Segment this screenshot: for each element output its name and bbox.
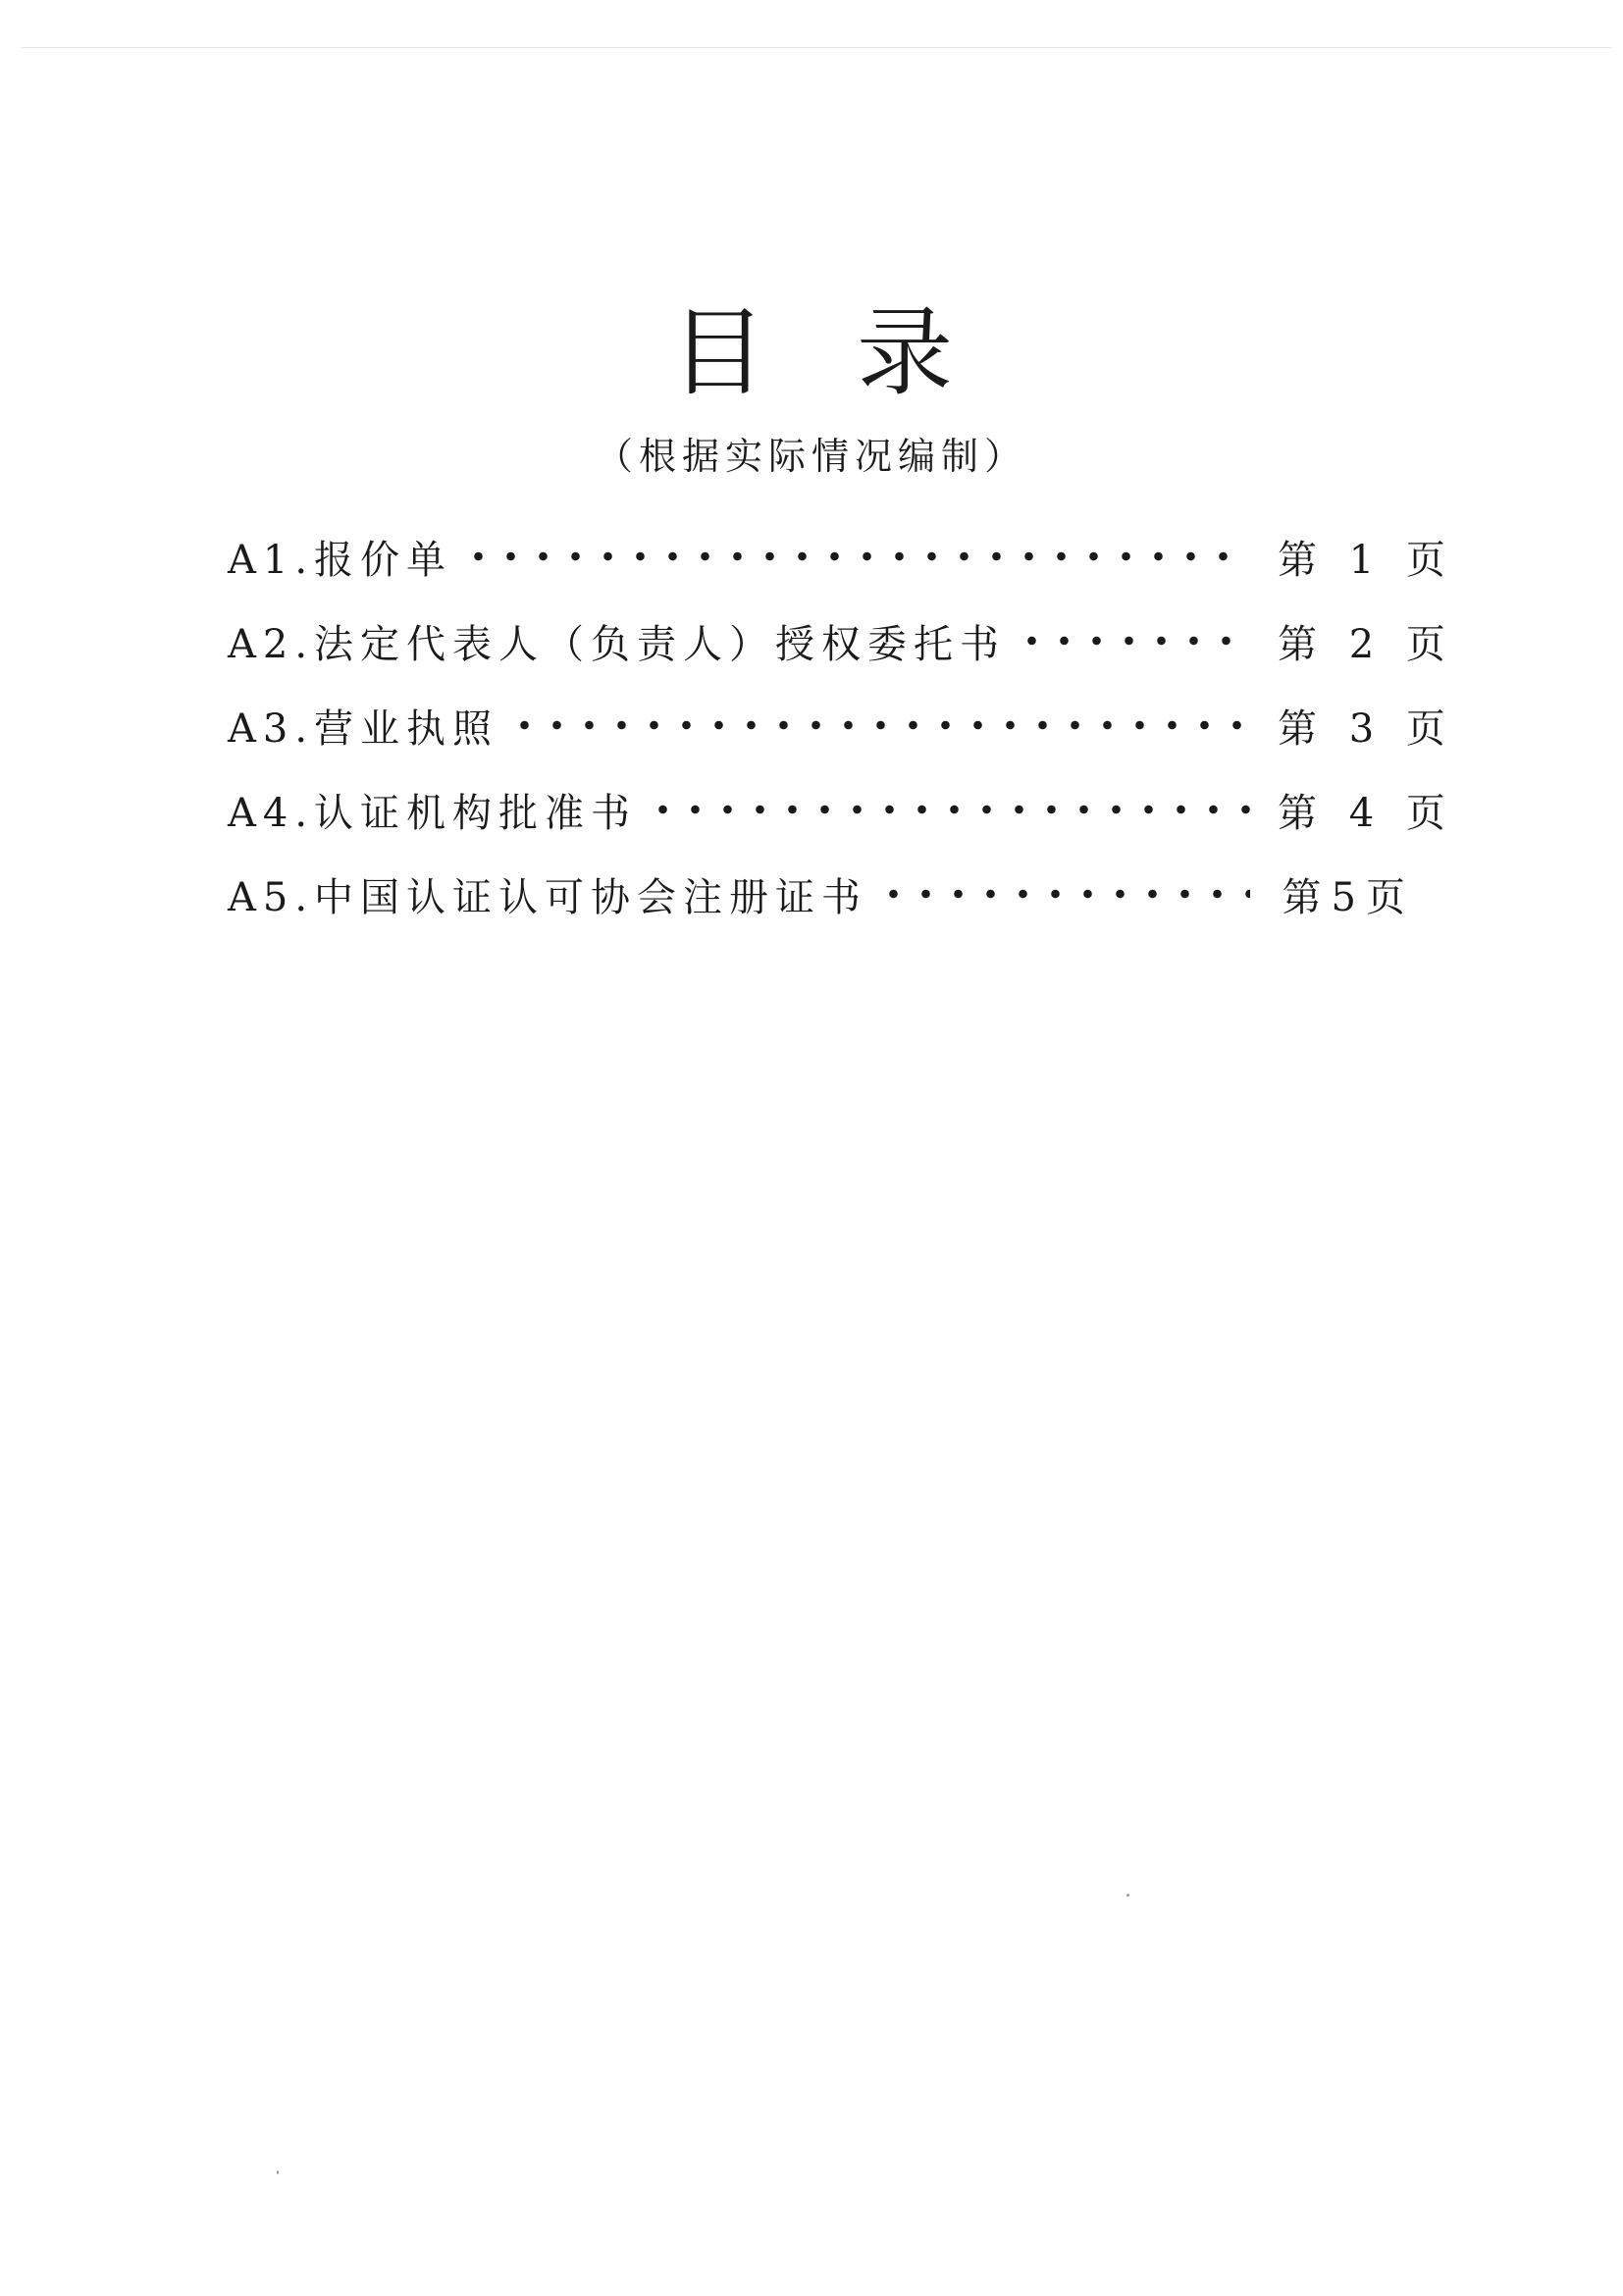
scan-edge-line <box>22 47 1611 48</box>
dot-leader <box>877 884 1250 904</box>
toc-entry-a2 <box>228 599 1455 683</box>
scan-speck <box>1126 1894 1129 1897</box>
toc-entry-a4 <box>228 767 1455 852</box>
toc-entry-label: A5.中国认证认可协会注册证书 <box>228 874 868 920</box>
dot-leader <box>462 547 1250 566</box>
toc-entry-page: 第 4 页 <box>1278 790 1455 836</box>
toc-entry-page: 第 3 页 <box>1278 705 1455 752</box>
dot-leader <box>1016 631 1250 651</box>
toc-entry-a3 <box>228 683 1455 767</box>
toc-entry-page: 第 1 页 <box>1278 537 1455 583</box>
toc-entry-a1 <box>228 514 1455 599</box>
table-of-contents <box>228 514 1455 936</box>
dot-leader <box>508 715 1250 735</box>
toc-entry-a5 <box>228 852 1415 936</box>
toc-title: 目录 <box>669 297 1043 409</box>
scan-speck <box>277 2170 279 2174</box>
dot-leader <box>647 800 1250 819</box>
toc-entry-label: A4.认证机构批准书 <box>228 790 638 836</box>
toc-entry-page: 第5页 <box>1282 874 1415 920</box>
toc-entry-label: A1.报价单 <box>228 537 453 583</box>
toc-subtitle: （根据实际情况编制） <box>595 435 1027 478</box>
toc-entry-label: A3.营业执照 <box>228 705 499 752</box>
toc-entry-label: A2.法定代表人（负责人）授权委托书 <box>228 621 1007 667</box>
toc-entry-page: 第 2 页 <box>1278 621 1455 667</box>
